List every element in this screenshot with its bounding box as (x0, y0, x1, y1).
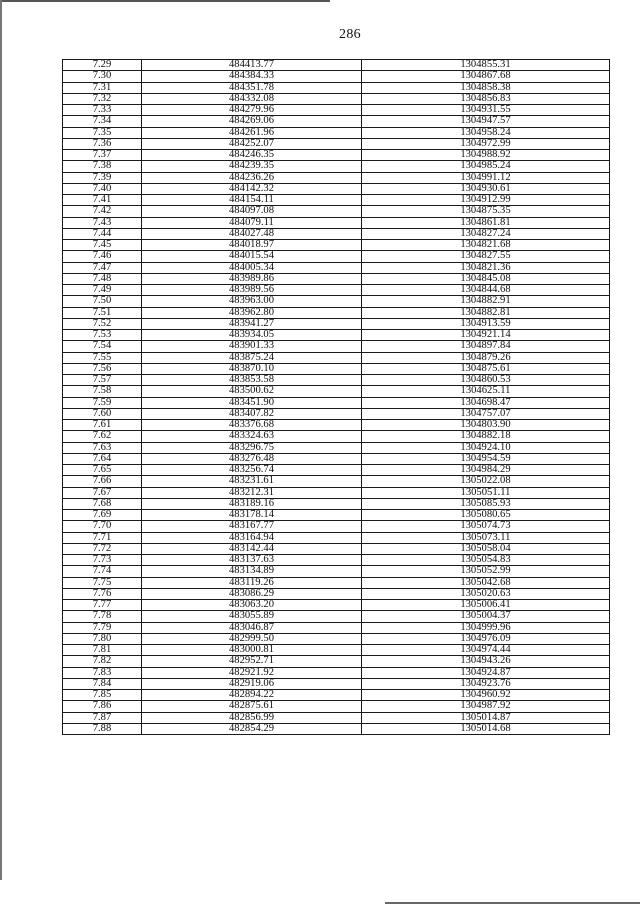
y-coordinate-cell: 1304860.53 (362, 375, 610, 386)
y-coordinate-cell: 1304954.59 (362, 453, 610, 464)
y-coordinate-cell: 1304897.84 (362, 341, 610, 352)
y-coordinate-cell: 1305004.37 (362, 611, 610, 622)
point-id-cell: 7.57 (63, 375, 142, 386)
y-coordinate-cell: 1304999.96 (362, 622, 610, 633)
point-id-cell: 7.39 (63, 172, 142, 183)
point-id-cell: 7.30 (63, 71, 142, 82)
table-row (63, 611, 610, 622)
point-id-cell: 7.58 (63, 386, 142, 397)
x-coordinate-cell: 484027.48 (142, 228, 362, 239)
y-coordinate-cell: 1304821.68 (362, 240, 610, 251)
table-row (63, 296, 610, 307)
y-coordinate-cell: 1304923.76 (362, 678, 610, 689)
x-coordinate-cell: 484261.96 (142, 127, 362, 138)
table-row (63, 600, 610, 611)
x-coordinate-cell: 484413.77 (142, 60, 362, 71)
x-coordinate-cell: 483296.75 (142, 442, 362, 453)
x-coordinate-cell: 483134.89 (142, 566, 362, 577)
table-row (63, 723, 610, 734)
table-row (63, 633, 610, 644)
y-coordinate-cell: 1304974.44 (362, 645, 610, 656)
point-id-cell: 7.46 (63, 251, 142, 262)
table-row (63, 330, 610, 341)
y-coordinate-cell: 1304698.47 (362, 397, 610, 408)
y-coordinate-cell: 1304855.31 (362, 60, 610, 71)
table-row (63, 420, 610, 431)
x-coordinate-cell: 482919.06 (142, 678, 362, 689)
x-coordinate-cell: 484005.34 (142, 262, 362, 273)
x-coordinate-cell: 484097.08 (142, 206, 362, 217)
table-row (63, 161, 610, 172)
point-id-cell: 7.38 (63, 161, 142, 172)
table-row (63, 285, 610, 296)
x-coordinate-cell: 484384.33 (142, 71, 362, 82)
table-row (63, 60, 610, 71)
y-coordinate-cell: 1304987.92 (362, 701, 610, 712)
point-id-cell: 7.73 (63, 555, 142, 566)
point-id-cell: 7.76 (63, 588, 142, 599)
table-row (63, 375, 610, 386)
point-id-cell: 7.55 (63, 352, 142, 363)
y-coordinate-cell: 1304845.08 (362, 273, 610, 284)
point-id-cell: 7.71 (63, 532, 142, 543)
y-coordinate-cell: 1305058.04 (362, 543, 610, 554)
y-coordinate-cell: 1304861.81 (362, 217, 610, 228)
table-row (63, 127, 610, 138)
point-id-cell: 7.79 (63, 622, 142, 633)
point-id-cell: 7.47 (63, 262, 142, 273)
table-row (63, 532, 610, 543)
table-row (63, 510, 610, 521)
x-coordinate-cell: 483875.24 (142, 352, 362, 363)
x-coordinate-cell: 484332.08 (142, 93, 362, 104)
y-coordinate-cell: 1304958.24 (362, 127, 610, 138)
point-id-cell: 7.66 (63, 476, 142, 487)
y-coordinate-cell: 1304985.24 (362, 161, 610, 172)
x-coordinate-cell: 482921.92 (142, 667, 362, 678)
table-row (63, 228, 610, 239)
y-coordinate-cell: 1304921.14 (362, 330, 610, 341)
y-coordinate-cell: 1304882.91 (362, 296, 610, 307)
point-id-cell: 7.56 (63, 363, 142, 374)
x-coordinate-cell: 483901.33 (142, 341, 362, 352)
x-coordinate-cell: 483212.31 (142, 487, 362, 498)
table-row (63, 273, 610, 284)
table-row (63, 543, 610, 554)
point-id-cell: 7.53 (63, 330, 142, 341)
table-row (63, 251, 610, 262)
x-coordinate-cell: 483934.05 (142, 330, 362, 341)
y-coordinate-cell: 1304882.18 (362, 431, 610, 442)
table-row (63, 622, 610, 633)
coordinates-table-body (63, 60, 610, 735)
x-coordinate-cell: 483376.68 (142, 420, 362, 431)
table-row (63, 690, 610, 701)
table-row (63, 71, 610, 82)
table-row (63, 307, 610, 318)
x-coordinate-cell: 484246.35 (142, 150, 362, 161)
table-row (63, 453, 610, 464)
x-coordinate-cell: 483189.16 (142, 498, 362, 509)
y-coordinate-cell: 1304991.12 (362, 172, 610, 183)
point-id-cell: 7.83 (63, 667, 142, 678)
table-row (63, 442, 610, 453)
x-coordinate-cell: 483000.81 (142, 645, 362, 656)
page-number: 286 (339, 27, 361, 42)
x-coordinate-cell: 483142.44 (142, 543, 362, 554)
point-id-cell: 7.63 (63, 442, 142, 453)
y-coordinate-cell: 1304625.11 (362, 386, 610, 397)
y-coordinate-cell: 1304856.83 (362, 93, 610, 104)
y-coordinate-cell: 1304972.99 (362, 138, 610, 149)
x-coordinate-cell: 483941.27 (142, 318, 362, 329)
table-row (63, 138, 610, 149)
x-coordinate-cell: 483137.63 (142, 555, 362, 566)
point-id-cell: 7.33 (63, 105, 142, 116)
scan-edge-bottom (385, 902, 640, 904)
scan-edge-top (0, 0, 330, 2)
table-row (63, 240, 610, 251)
point-id-cell: 7.60 (63, 408, 142, 419)
point-id-cell: 7.54 (63, 341, 142, 352)
point-id-cell: 7.61 (63, 420, 142, 431)
x-coordinate-cell: 482952.71 (142, 656, 362, 667)
y-coordinate-cell: 1305051.11 (362, 487, 610, 498)
y-coordinate-cell: 1304976.09 (362, 633, 610, 644)
y-coordinate-cell: 1305014.68 (362, 723, 610, 734)
point-id-cell: 7.48 (63, 273, 142, 284)
table-row (63, 465, 610, 476)
table-row (63, 172, 610, 183)
point-id-cell: 7.59 (63, 397, 142, 408)
point-id-cell: 7.49 (63, 285, 142, 296)
point-id-cell: 7.37 (63, 150, 142, 161)
x-coordinate-cell: 483963.00 (142, 296, 362, 307)
y-coordinate-cell: 1305085.93 (362, 498, 610, 509)
x-coordinate-cell: 483989.56 (142, 285, 362, 296)
y-coordinate-cell: 1304988.92 (362, 150, 610, 161)
x-coordinate-cell: 483119.26 (142, 577, 362, 588)
table-row (63, 498, 610, 509)
table-row (63, 408, 610, 419)
point-id-cell: 7.75 (63, 577, 142, 588)
table-row (63, 487, 610, 498)
table-row (63, 521, 610, 532)
table-row (63, 712, 610, 723)
y-coordinate-cell: 1305014.87 (362, 712, 610, 723)
table-row (63, 341, 610, 352)
x-coordinate-cell: 483086.29 (142, 588, 362, 599)
y-coordinate-cell: 1305042.68 (362, 577, 610, 588)
table-row (63, 476, 610, 487)
point-id-cell: 7.51 (63, 307, 142, 318)
point-id-cell: 7.70 (63, 521, 142, 532)
y-coordinate-cell: 1304867.68 (362, 71, 610, 82)
point-id-cell: 7.29 (63, 60, 142, 71)
point-id-cell: 7.64 (63, 453, 142, 464)
point-id-cell: 7.86 (63, 701, 142, 712)
point-id-cell: 7.41 (63, 195, 142, 206)
table-row (63, 397, 610, 408)
table-row (63, 577, 610, 588)
y-coordinate-cell: 1305006.41 (362, 600, 610, 611)
y-coordinate-cell: 1304757.07 (362, 408, 610, 419)
point-id-cell: 7.35 (63, 127, 142, 138)
point-id-cell: 7.81 (63, 645, 142, 656)
y-coordinate-cell: 1304821.36 (362, 262, 610, 273)
x-coordinate-cell: 483962.80 (142, 307, 362, 318)
x-coordinate-cell: 484236.26 (142, 172, 362, 183)
x-coordinate-cell: 484351.78 (142, 82, 362, 93)
table-row (63, 352, 610, 363)
y-coordinate-cell: 1304875.35 (362, 206, 610, 217)
point-id-cell: 7.44 (63, 228, 142, 239)
y-coordinate-cell: 1304924.87 (362, 667, 610, 678)
coordinates-table (62, 59, 610, 735)
x-coordinate-cell: 483167.77 (142, 521, 362, 532)
point-id-cell: 7.74 (63, 566, 142, 577)
point-id-cell: 7.67 (63, 487, 142, 498)
point-id-cell: 7.31 (63, 82, 142, 93)
table-row (63, 363, 610, 374)
x-coordinate-cell: 484239.35 (142, 161, 362, 172)
table-row (63, 667, 610, 678)
x-coordinate-cell: 484142.32 (142, 183, 362, 194)
y-coordinate-cell: 1304924.10 (362, 442, 610, 453)
y-coordinate-cell: 1304912.99 (362, 195, 610, 206)
table-row (63, 656, 610, 667)
y-coordinate-cell: 1304930.61 (362, 183, 610, 194)
x-coordinate-cell: 484269.06 (142, 116, 362, 127)
point-id-cell: 7.85 (63, 690, 142, 701)
y-coordinate-cell: 1304947.57 (362, 116, 610, 127)
point-id-cell: 7.45 (63, 240, 142, 251)
point-id-cell: 7.87 (63, 712, 142, 723)
x-coordinate-cell: 484018.97 (142, 240, 362, 251)
y-coordinate-cell: 1304844.68 (362, 285, 610, 296)
x-coordinate-cell: 484279.96 (142, 105, 362, 116)
x-coordinate-cell: 482875.61 (142, 701, 362, 712)
x-coordinate-cell: 483853.58 (142, 375, 362, 386)
point-id-cell: 7.52 (63, 318, 142, 329)
y-coordinate-cell: 1304879.26 (362, 352, 610, 363)
point-id-cell: 7.68 (63, 498, 142, 509)
table-row (63, 206, 610, 217)
y-coordinate-cell: 1304943.26 (362, 656, 610, 667)
table-row (63, 431, 610, 442)
point-id-cell: 7.32 (63, 93, 142, 104)
table-row (63, 555, 610, 566)
x-coordinate-cell: 483063.20 (142, 600, 362, 611)
y-coordinate-cell: 1305073.11 (362, 532, 610, 543)
y-coordinate-cell: 1305054.83 (362, 555, 610, 566)
x-coordinate-cell: 482894.22 (142, 690, 362, 701)
x-coordinate-cell: 483164.94 (142, 532, 362, 543)
x-coordinate-cell: 483451.90 (142, 397, 362, 408)
x-coordinate-cell: 484154.11 (142, 195, 362, 206)
table-row (63, 93, 610, 104)
point-id-cell: 7.50 (63, 296, 142, 307)
y-coordinate-cell: 1304827.24 (362, 228, 610, 239)
y-coordinate-cell: 1305022.08 (362, 476, 610, 487)
point-id-cell: 7.77 (63, 600, 142, 611)
point-id-cell: 7.40 (63, 183, 142, 194)
x-coordinate-cell: 483046.87 (142, 622, 362, 633)
point-id-cell: 7.72 (63, 543, 142, 554)
x-coordinate-cell: 483256.74 (142, 465, 362, 476)
table-row (63, 701, 610, 712)
point-id-cell: 7.82 (63, 656, 142, 667)
x-coordinate-cell: 482854.29 (142, 723, 362, 734)
point-id-cell: 7.69 (63, 510, 142, 521)
x-coordinate-cell: 482999.50 (142, 633, 362, 644)
table-row (63, 588, 610, 599)
x-coordinate-cell: 484015.54 (142, 251, 362, 262)
x-coordinate-cell: 483231.61 (142, 476, 362, 487)
point-id-cell: 7.36 (63, 138, 142, 149)
x-coordinate-cell: 484252.07 (142, 138, 362, 149)
y-coordinate-cell: 1305080.65 (362, 510, 610, 521)
y-coordinate-cell: 1304913.59 (362, 318, 610, 329)
table-row (63, 566, 610, 577)
y-coordinate-cell: 1304858.38 (362, 82, 610, 93)
table-row (63, 386, 610, 397)
point-id-cell: 7.84 (63, 678, 142, 689)
y-coordinate-cell: 1305074.73 (362, 521, 610, 532)
point-id-cell: 7.78 (63, 611, 142, 622)
x-coordinate-cell: 483500.62 (142, 386, 362, 397)
point-id-cell: 7.62 (63, 431, 142, 442)
table-row (63, 678, 610, 689)
table-row (63, 82, 610, 93)
y-coordinate-cell: 1304827.55 (362, 251, 610, 262)
y-coordinate-cell: 1304960.92 (362, 690, 610, 701)
y-coordinate-cell: 1304803.90 (362, 420, 610, 431)
point-id-cell: 7.88 (63, 723, 142, 734)
point-id-cell: 7.43 (63, 217, 142, 228)
table-row (63, 116, 610, 127)
x-coordinate-cell: 482856.99 (142, 712, 362, 723)
scan-edge-left (0, 0, 2, 880)
x-coordinate-cell: 483407.82 (142, 408, 362, 419)
x-coordinate-cell: 484079.11 (142, 217, 362, 228)
table-row (63, 195, 610, 206)
x-coordinate-cell: 483324.63 (142, 431, 362, 442)
point-id-cell: 7.65 (63, 465, 142, 476)
table-row (63, 318, 610, 329)
y-coordinate-cell: 1304882.81 (362, 307, 610, 318)
x-coordinate-cell: 483276.48 (142, 453, 362, 464)
x-coordinate-cell: 483989.86 (142, 273, 362, 284)
table-row (63, 262, 610, 273)
y-coordinate-cell: 1304875.61 (362, 363, 610, 374)
y-coordinate-cell: 1304931.55 (362, 105, 610, 116)
point-id-cell: 7.34 (63, 116, 142, 127)
y-coordinate-cell: 1305020.63 (362, 588, 610, 599)
table-row (63, 645, 610, 656)
y-coordinate-cell: 1304984.29 (362, 465, 610, 476)
y-coordinate-cell: 1305052.99 (362, 566, 610, 577)
table-row (63, 150, 610, 161)
table-row (63, 183, 610, 194)
x-coordinate-cell: 483055.89 (142, 611, 362, 622)
point-id-cell: 7.80 (63, 633, 142, 644)
point-id-cell: 7.42 (63, 206, 142, 217)
x-coordinate-cell: 483870.10 (142, 363, 362, 374)
table-row (63, 217, 610, 228)
x-coordinate-cell: 483178.14 (142, 510, 362, 521)
table-row (63, 105, 610, 116)
